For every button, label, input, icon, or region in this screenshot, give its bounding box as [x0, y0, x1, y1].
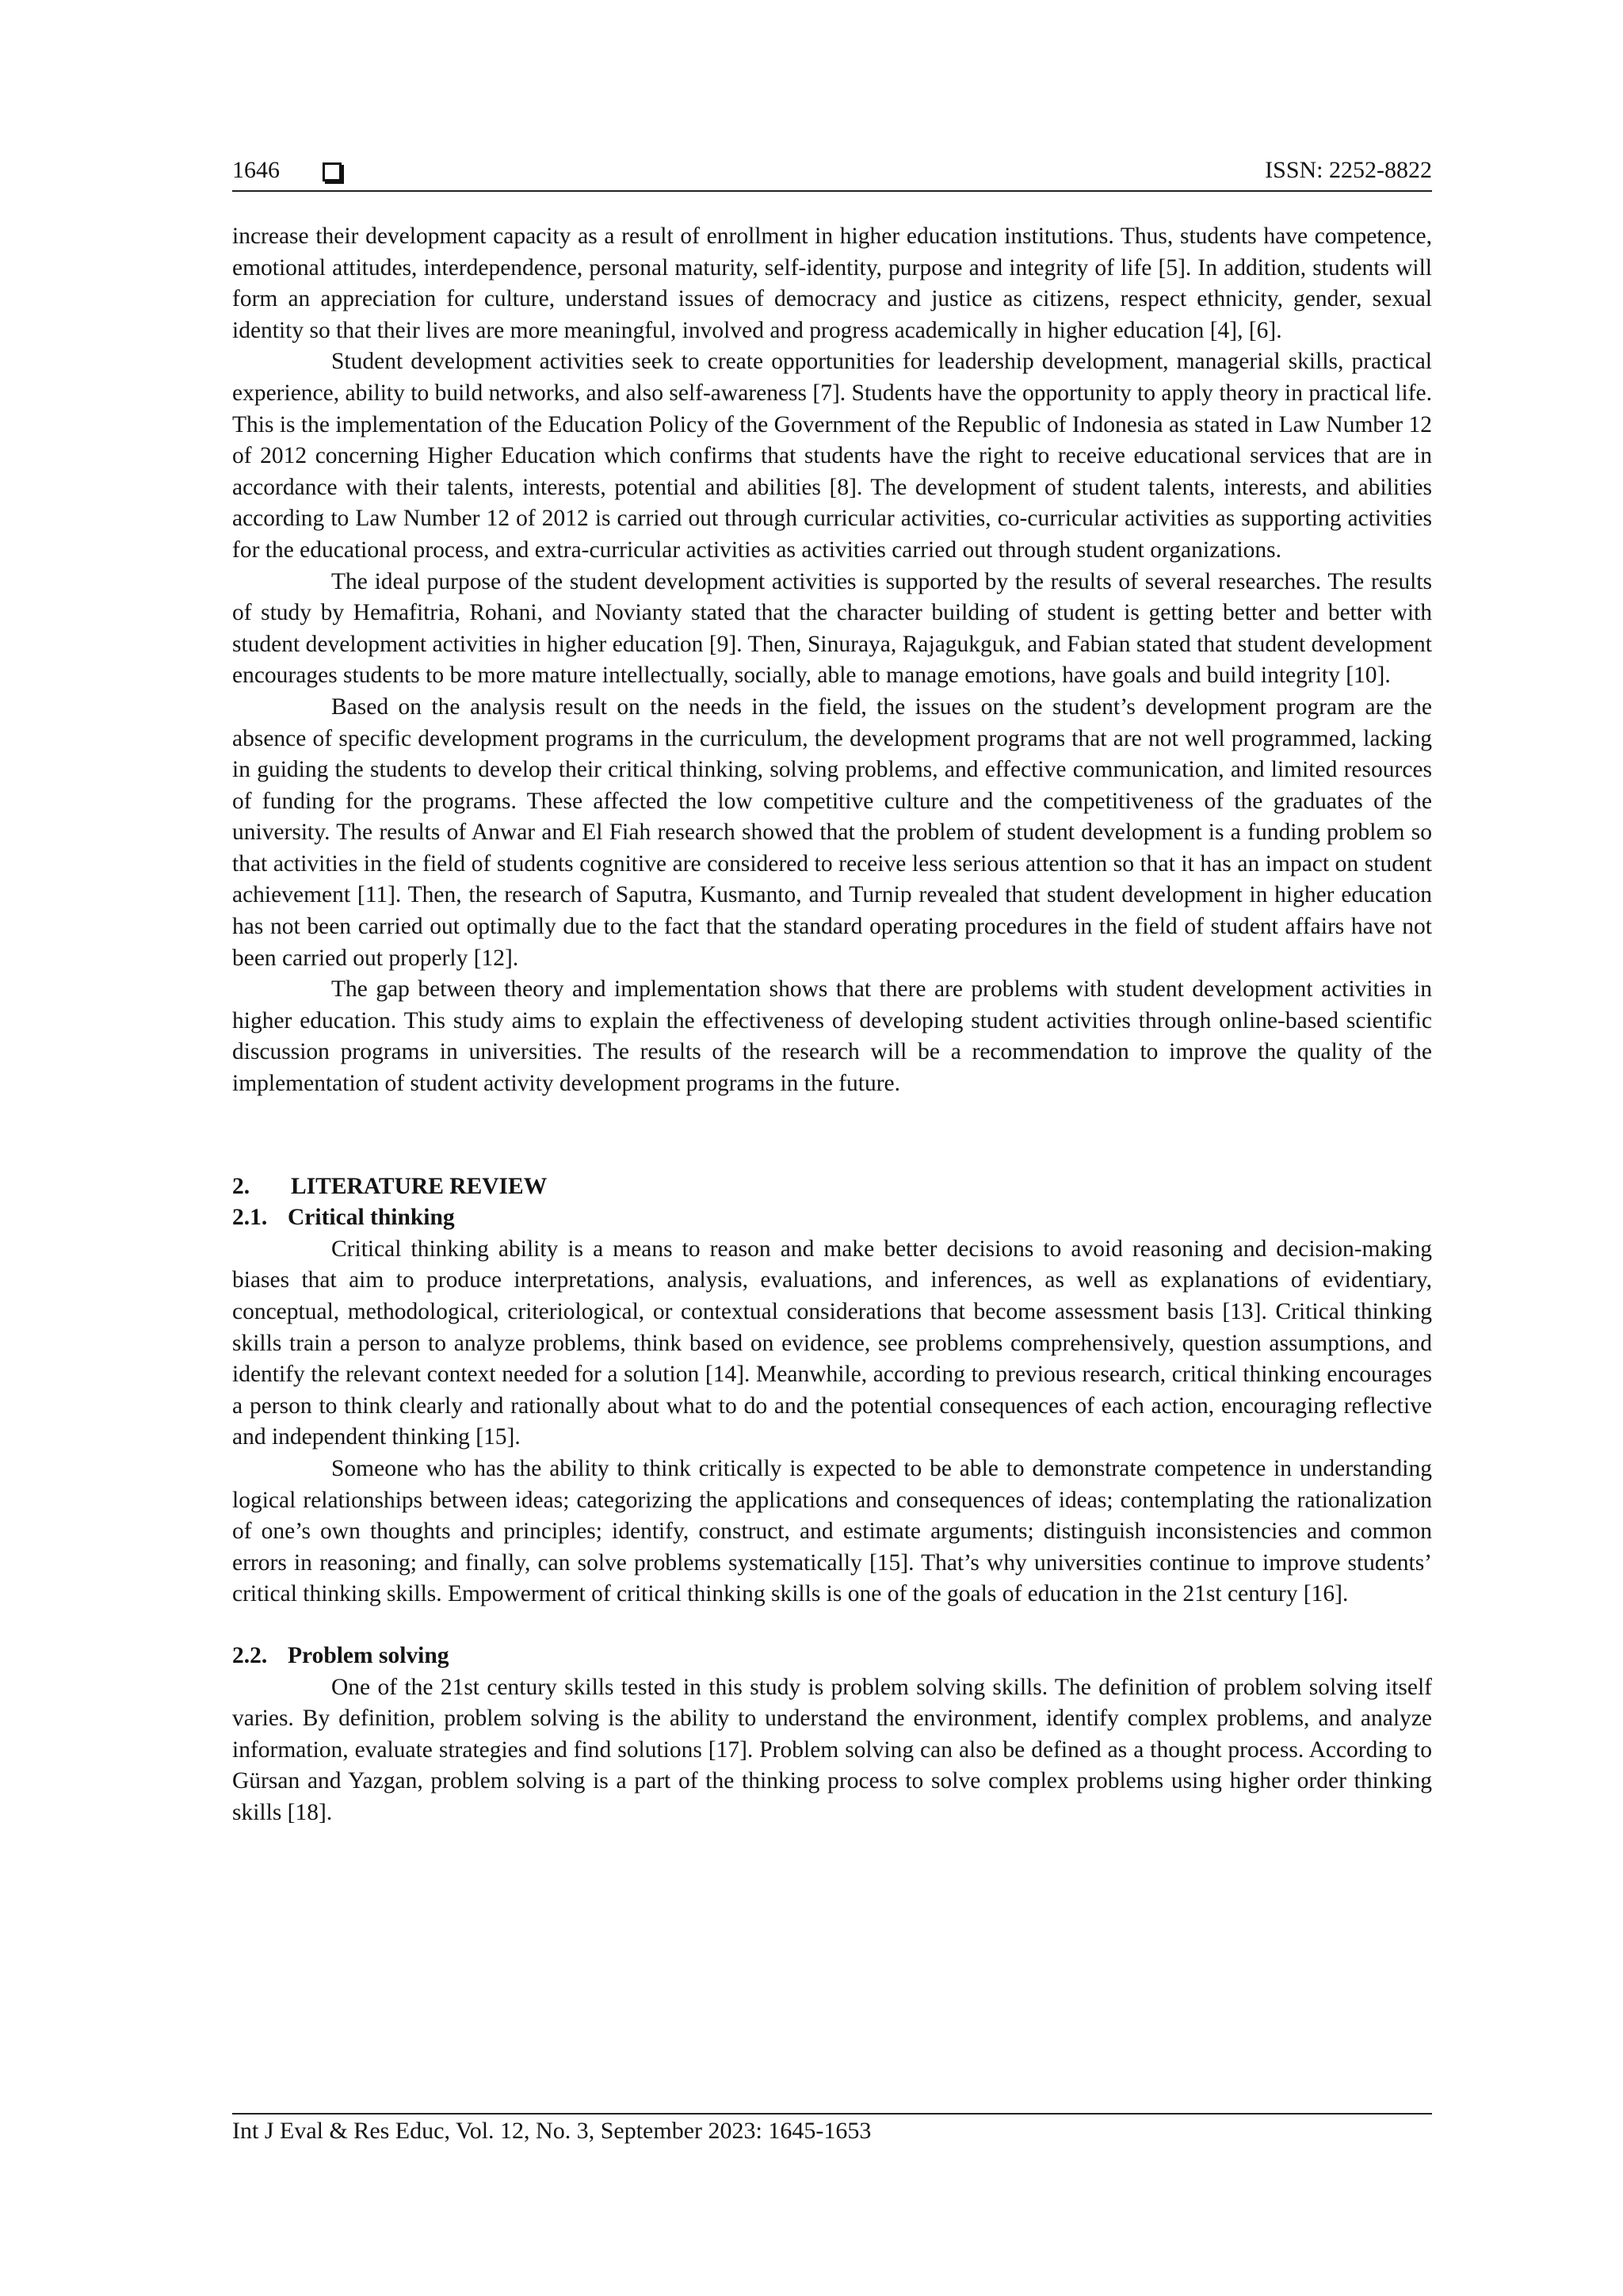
subsection-heading-critical-thinking — [232, 1202, 1432, 1234]
subsection-title: Critical thinking — [288, 1205, 455, 1231]
checkbox-square-icon — [323, 162, 342, 181]
page-number: 1646 — [232, 157, 280, 183]
journal-citation: Int J Eval & Res Educ, Vol. 12, No. 3, September 2023: 1645-1653 — [232, 2118, 872, 2144]
section-number: 2. — [232, 1173, 250, 1199]
section-title: LITERATURE REVIEW — [291, 1173, 548, 1199]
subsection-heading-problem-solving — [232, 1641, 1432, 1672]
paragraph-problem-solving: One of the 21st century skills tested in this study is problem solving skills. The definition of problem solving itself varies. By definition, problem solving is the ability to understand the environment, identify complex problems, and analyze information, evaluate strategies and find solutions [17]. Problem solving can also be defined as a thought process. According to Gürsan and Yazgan, problem solving is a part of the thinking process to solve complex problems using higher order thinking skills [18]. — [232, 1674, 1432, 1825]
subsection-number: 2.1. — [232, 1205, 268, 1231]
paragraph-critical-thinking-2: Someone who has the ability to think critically is expected to be able to demonstrate competence in understanding logical relationships between ideas; categorizing the applications and consequences of ideas; contemplating the rationalization of one’s own thoughts and principles; identify, construct, and estimate arguments; distinguish inconsistencies and common errors in reasoning; and finally, can solve problems systematically [15]. That’s why universities continue to improve students’ critical thinking skills. Empowerment of critical thinking skills is one of the goals of education in the 21st century [16]. — [232, 1455, 1432, 1607]
paragraph-analysis-result: Based on the analysis result on the needs in the field, the issues on the student’s development program are the absence of specific development programs in the curriculum, the development programs that are not well programmed, lacking in guiding the students to develop their critical thinking, solving problems, and effective communication, and limited resources of funding for the programs. These affected the low competitive culture and the competitiveness of the graduates of the university. The results of Anwar and El Fiah research showed that the problem of student development is a funding problem so that activities in the field of students cognitive are considered to receive less serious attention so that it has an impact on student achievement [11]. Then, the research of Saputra, Kusmanto, and Turnip revealed that student development in higher education has not been carried out optimally due to the fact that the standard operating procedures in the field of student affairs have not been carried out properly [12]. — [232, 693, 1432, 971]
running-header — [232, 157, 1432, 192]
subsection-title: Problem solving — [288, 1642, 449, 1668]
article-body — [232, 221, 1432, 1829]
paragraph-critical-thinking-1: Critical thinking ability is a means to reason and make better decisions to avoid reasoning and decision-making biases that aim to produce interpretations, analysis, evaluations, and inferences, as well as explanations of evidentiary, conceptual, methodological, criteriological, or contextual considerations that become assessment basis [13]. Critical thinking skills train a person to analyze problems, think based on evidence, see problems comprehensively, question assumptions, and identify the relevant context needed for a solution [14]. Meanwhile, according to previous research, critical thinking encourages a person to think clearly and rationally about what to do and the potential consequences of each action, encouraging reflective and independent thinking [15]. — [232, 1236, 1432, 1450]
paragraph-gap: The gap between theory and implementation shows that there are problems with student development activities in higher education. This study aims to explain the effectiveness of developing student activities through online-based scientific discussion programs in universities. The results of the research will be a recommendation to improve the quality of the implementation of student activity development programs in the future. — [232, 976, 1432, 1097]
paragraph-student-development: Student development activities seek to create opportunities for leadership development, managerial skills, practical experience, ability to build networks, and also self-awareness [7]. Students have the opportunity to apply theory in practical life. This is the implementation of the Education Policy of the Government of the Republic of Indonesia as stated in Law Number 12 of 2012 concerning Higher Education which confirms that students have the right to receive educational services that are in accordance with their talents, interests, potential and abilities [8]. The development of student talents, interests, and abilities according to Law Number 12 of 2012 is carried out through curricular activities, co-curricular activities as supporting activities for the educational process, and extra-curricular activities as activities carried out through student organizations. — [232, 349, 1432, 563]
running-footer — [232, 2113, 1432, 2145]
issn-label: ISSN: 2252-8822 — [1265, 157, 1432, 183]
journal-page — [232, 0, 1432, 2296]
paragraph-ideal-purpose: The ideal purpose of the student development activities is supported by the results of several researches. The results of study by Hemafitria, Rohani, and Novianty stated that the character building of student is getting better and better with student development activities in higher education [9]. Then, Sinuraya, Rajagukguk, and Fabian stated that student development encourages students to be more mature intellectually, socially, able to manage emotions, have goals and build integrity [10]. — [232, 568, 1432, 689]
paragraph-continued: increase their development capacity as a result of enrollment in higher education institutions. Thus, students have competence, emotional attitudes, interdependence, personal maturity, self-identity, purpose and integrity of life [5]. In addition, students will form an appreciation for culture, understand issues of democracy and justice as citizens, respect ethnicity, gender, sexual identity so that their lives are more meaningful, involved and progress academically in higher education [4], [6]. — [232, 223, 1432, 343]
section-heading-literature-review — [232, 1171, 1432, 1203]
subsection-number: 2.2. — [232, 1642, 268, 1668]
